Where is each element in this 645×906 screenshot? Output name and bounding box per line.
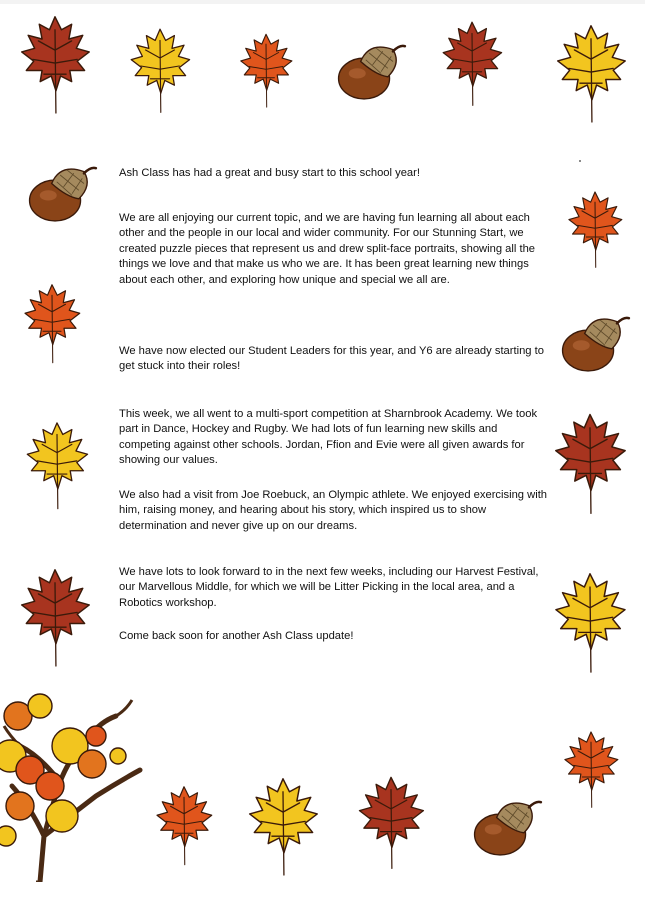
yellow-leaf-icon [554, 22, 628, 124]
orange-leaf-icon [562, 714, 620, 824]
upcoming-events-paragraph: We have lots to look forward to in the next few weeks, including our Harvest Festival, our Marvellous Middle, for which we will be Litter Picking in the local area, and a Robotics workshop. [119, 566, 539, 609]
acorn-icon [330, 36, 410, 104]
intro-paragraph: Ash Class has had a great and busy start to this school year! [119, 167, 420, 179]
red-leaf-icon [18, 6, 92, 122]
acorn-icon [466, 792, 546, 860]
acorn-icon [22, 158, 100, 226]
yellow-leaf-icon [552, 570, 628, 674]
red-leaf-icon [552, 408, 628, 518]
orange-leaf-icon [154, 772, 214, 878]
olympic-visit-paragraph: We also had a visit from Joe Roebuck, an Olympic athlete. We enjoyed exercising with him, raising money, and hearing about his story, which inspired us to show determination and never give up on our dreams. [119, 489, 548, 532]
orange-leaf-icon [566, 186, 624, 272]
yellow-leaf-icon [246, 774, 320, 878]
orange-leaf-icon [22, 270, 82, 376]
speck [579, 160, 581, 162]
sport-competition-paragraph: This week, we all went to a multi-sport competition at Sharnbrook Academy. We took part in Dance, Hockey and Rugby. We had lots of fun learning new skills and competing against other schools. Jordan, Ffion and Evie were all given awards for showing our values. [119, 408, 538, 467]
signoff-paragraph: Come back soon for another Ash Class update! [119, 630, 354, 642]
acorn-icon [554, 308, 634, 376]
yellow-leaf-icon [128, 18, 192, 122]
red-leaf-icon [18, 560, 92, 674]
yellow-leaf-icon [24, 414, 90, 516]
orange-leaf-icon [238, 16, 294, 124]
topic-paragraph: We are all enjoying our current topic, and we are having fun learning all about each other and the people in our local and wider community. For our Stunning Start, we created puzzle pieces that represent us and drew split-face portraits, showing all the things we love and that make us who we are. It has been great learning new things about each other, and exploring how unique and special we all are. [119, 212, 536, 286]
red-leaf-icon [356, 766, 426, 878]
autumn-tree-icon [0, 686, 152, 882]
page-top-edge [0, 0, 645, 4]
student-leaders-paragraph: We have now elected our Student Leaders for this year, and Y6 are already starting to get stuck into their roles! [119, 345, 544, 373]
red-leaf-icon [440, 6, 504, 120]
